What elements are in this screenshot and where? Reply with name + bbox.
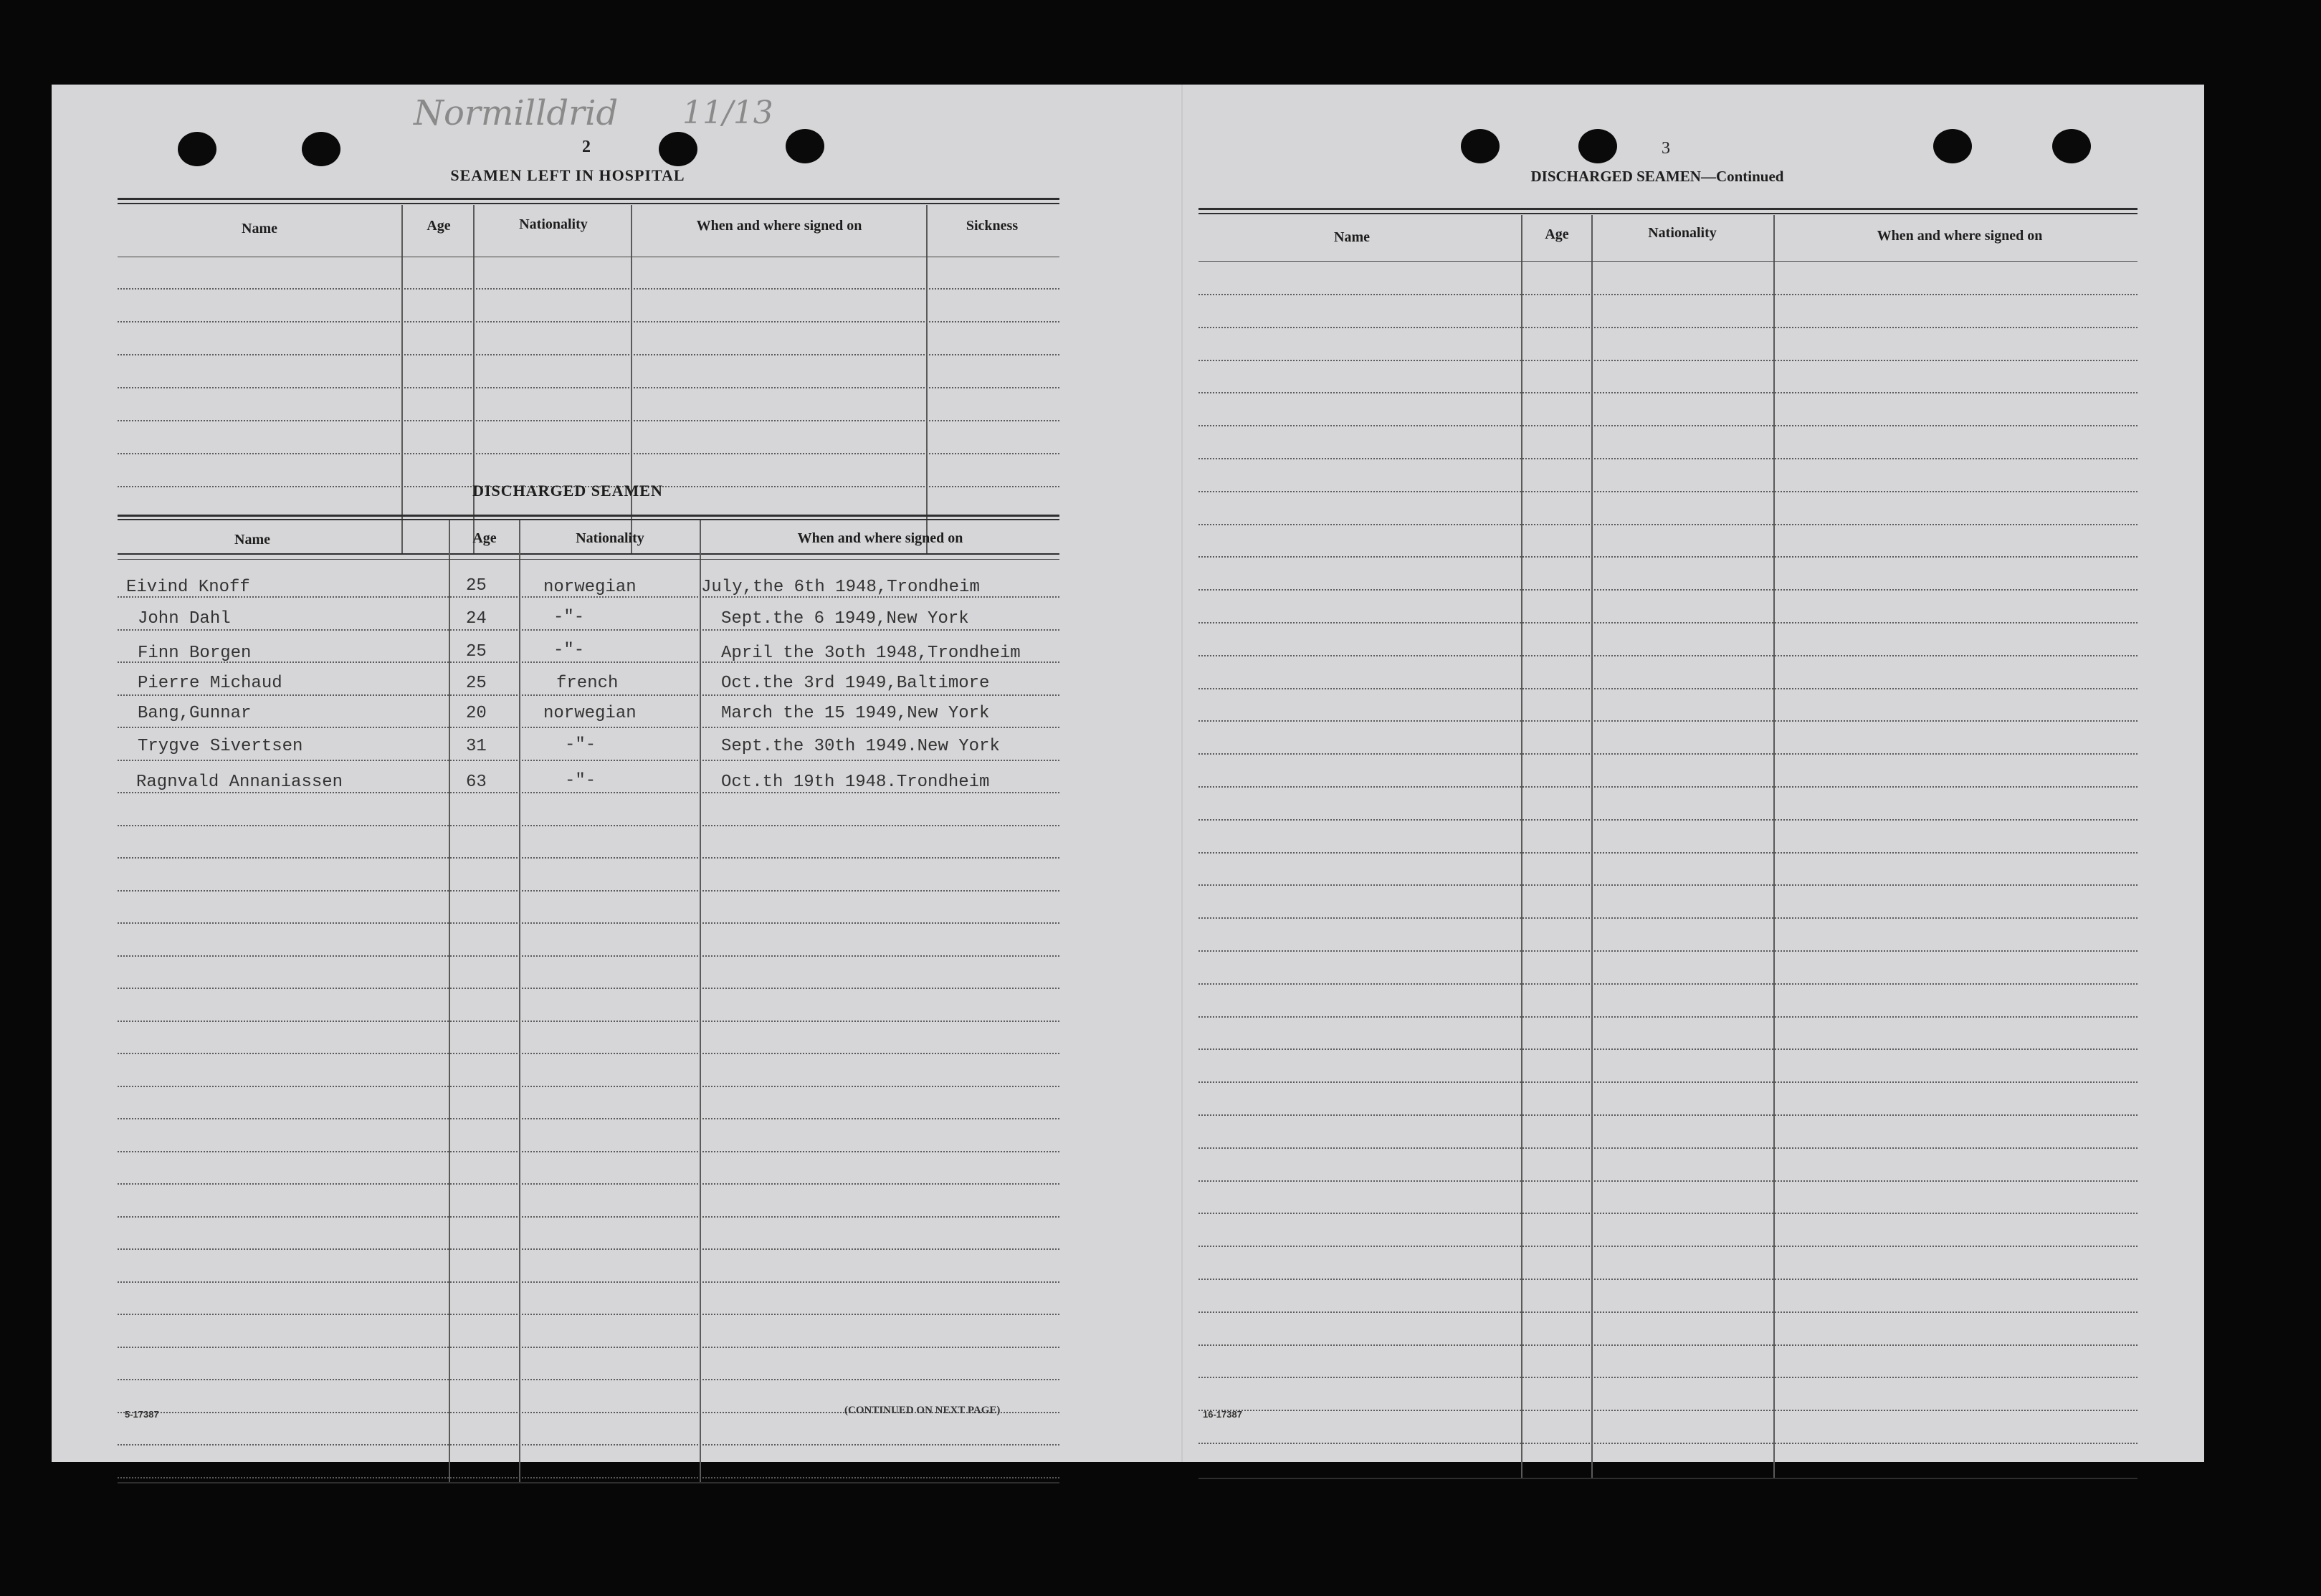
row-line [118, 955, 1059, 957]
page-number: 3 [1662, 139, 1670, 158]
right-header-age: Age [1545, 226, 1569, 242]
column-divider [449, 520, 450, 1483]
column-divider [631, 205, 632, 555]
entry-nationality: -"- [553, 608, 585, 627]
discharged-header-age: Age [472, 530, 497, 546]
page-fold [1181, 85, 1183, 1462]
row-line [118, 387, 1059, 388]
entry-name: Pierre Michaud [138, 674, 282, 693]
column-divider [1773, 215, 1775, 1478]
row-line [118, 1379, 1059, 1380]
header-underline [118, 559, 1059, 560]
row-line [118, 453, 1059, 454]
entry-signed: April the 3oth 1948,Trondheim [721, 644, 1021, 663]
entry-nationality: -"- [565, 771, 596, 790]
hospital-header-nationality: Nationality [519, 216, 588, 232]
row-line [1198, 1377, 2137, 1378]
entry-name: Bang,Gunnar [138, 704, 252, 723]
entry-signed: Oct.th 19th 1948.Trondheim [721, 773, 990, 792]
document-sheet [52, 85, 2204, 1462]
row-line [118, 694, 1059, 696]
row-line [1198, 819, 2137, 821]
rule [1198, 208, 2137, 210]
continued-note: (CONTINUED ON NEXT PAGE) [844, 1405, 1001, 1416]
row-line [1198, 327, 2137, 328]
row-line [1198, 1213, 2137, 1214]
row-line [1198, 1016, 2137, 1018]
row-line [118, 922, 1059, 924]
row-line [1198, 786, 2137, 788]
row-line [1198, 1311, 2137, 1313]
punch-hole [178, 132, 216, 166]
rule [118, 203, 1059, 204]
punch-hole [1933, 129, 1972, 163]
handwritten-number: 11/13 [682, 95, 773, 131]
row-line [118, 1347, 1059, 1348]
page-number: 2 [582, 138, 591, 156]
row-line [1198, 852, 2137, 854]
rule [1198, 213, 2137, 214]
rule [118, 515, 1059, 517]
row-line [1198, 524, 2137, 525]
row-line [118, 1444, 1059, 1446]
row-line [118, 857, 1059, 859]
form-number: 16-17387 [1203, 1409, 1242, 1420]
row-line [1198, 1114, 2137, 1116]
entry-signed: Sept.the 6 1949,New York [721, 609, 969, 629]
punch-hole [2052, 129, 2091, 163]
row-line [1198, 1410, 2137, 1411]
row-line [1198, 556, 2137, 558]
row-line [1198, 589, 2137, 591]
row-line [118, 1053, 1059, 1054]
form-number: 5-17387 [125, 1409, 159, 1420]
column-divider [473, 205, 475, 555]
column-divider [1591, 215, 1593, 1478]
entry-age: 20 [466, 704, 487, 723]
punch-hole [1461, 129, 1500, 163]
row-line [118, 321, 1059, 322]
entry-age: 31 [466, 737, 487, 756]
row-line [118, 1021, 1059, 1022]
row-line [118, 1477, 1059, 1478]
entry-nationality: norwegian [543, 578, 637, 597]
row-line [1198, 1048, 2137, 1050]
row-line [118, 988, 1059, 989]
row-line [118, 629, 1059, 631]
entry-nationality: norwegian [543, 704, 637, 723]
entry-nationality: -"- [565, 735, 596, 755]
row-line [1198, 294, 2137, 295]
entry-name: Ragnvald Annaniassen [136, 773, 343, 792]
rule [118, 553, 1059, 555]
punch-hole [1578, 129, 1617, 163]
row-line [1198, 491, 2137, 492]
entry-age: 25 [466, 674, 487, 693]
column-divider [1521, 215, 1522, 1478]
row-line [118, 1086, 1059, 1087]
rule [118, 198, 1059, 200]
entry-name: Finn Borgen [138, 644, 252, 663]
entry-age: 25 [466, 642, 487, 661]
header-underline [1198, 261, 2137, 262]
rule [1198, 1478, 2137, 1479]
row-line [1198, 1180, 2137, 1182]
row-line [118, 890, 1059, 892]
row-line [1198, 950, 2137, 952]
row-line [1198, 1081, 2137, 1083]
row-line [1198, 983, 2137, 985]
hospital-title: SEAMEN LEFT IN HOSPITAL [450, 166, 685, 184]
hospital-header-sickness: Sickness [966, 218, 1019, 234]
discharged-header-nationality: Nationality [576, 530, 644, 546]
entry-name: John Dahl [138, 609, 231, 629]
entry-signed: Oct.the 3rd 1949,Baltimore [721, 674, 990, 693]
entry-age: 63 [466, 773, 487, 792]
right-header-signed: When and where signed on [1877, 228, 2043, 244]
punch-hole [659, 132, 697, 166]
row-line [1198, 720, 2137, 722]
discharged-header-signed: When and where signed on [797, 530, 963, 546]
entry-signed: July,the 6th 1948,Trondheim [701, 578, 980, 597]
row-line [1198, 1344, 2137, 1346]
hospital-header-age: Age [426, 218, 451, 234]
row-line [118, 354, 1059, 355]
row-line [1198, 360, 2137, 361]
row-line [1198, 1246, 2137, 1247]
row-line [118, 825, 1059, 826]
entry-name: Trygve Sivertsen [138, 737, 303, 756]
entry-signed: March the 15 1949,New York [721, 704, 990, 723]
row-line [118, 792, 1059, 793]
discharged-title: DISCHARGED SEAMEN [472, 482, 663, 500]
row-line [1198, 392, 2137, 393]
entry-signed: Sept.the 30th 1949.New York [721, 737, 1000, 756]
column-divider [700, 520, 701, 1483]
row-line [118, 1314, 1059, 1315]
row-line [118, 1151, 1059, 1152]
entry-age: 25 [466, 576, 487, 596]
entry-age: 24 [466, 609, 487, 629]
column-divider [519, 520, 520, 1483]
row-line [1198, 884, 2137, 886]
handwritten-ship-name: Normilldrid [414, 93, 619, 133]
row-line [1198, 1443, 2137, 1444]
row-line [118, 1281, 1059, 1283]
hospital-header-name: Name [242, 221, 277, 236]
row-line [1198, 622, 2137, 623]
row-line [1198, 1147, 2137, 1149]
column-divider [401, 205, 403, 555]
row-line [1198, 425, 2137, 426]
entry-nationality: -"- [553, 641, 585, 660]
row-line [118, 1183, 1059, 1185]
row-line [1198, 753, 2137, 755]
row-line [118, 760, 1059, 761]
row-line [1198, 655, 2137, 656]
row-line [118, 727, 1059, 728]
row-line [1198, 1279, 2137, 1280]
row-line [118, 288, 1059, 290]
discharged-header-name: Name [234, 532, 270, 548]
row-line [1198, 688, 2137, 689]
punch-hole [786, 129, 824, 163]
rule [118, 519, 1059, 520]
row-line [118, 1216, 1059, 1218]
entry-name: Eivind Knoff [126, 578, 250, 597]
row-line [118, 1248, 1059, 1250]
row-line [118, 420, 1059, 421]
punch-hole [302, 132, 340, 166]
entry-nationality: french [556, 674, 619, 693]
row-line [1198, 458, 2137, 459]
rule [118, 1482, 1059, 1483]
right-header-nationality: Nationality [1648, 225, 1717, 241]
continued-title: DISCHARGED SEAMEN—Continued [1530, 168, 1784, 185]
right-header-name: Name [1334, 229, 1370, 245]
row-line [118, 1118, 1059, 1119]
row-line [1198, 917, 2137, 919]
column-divider [926, 205, 928, 555]
hospital-header-signed: When and where signed on [696, 218, 862, 234]
